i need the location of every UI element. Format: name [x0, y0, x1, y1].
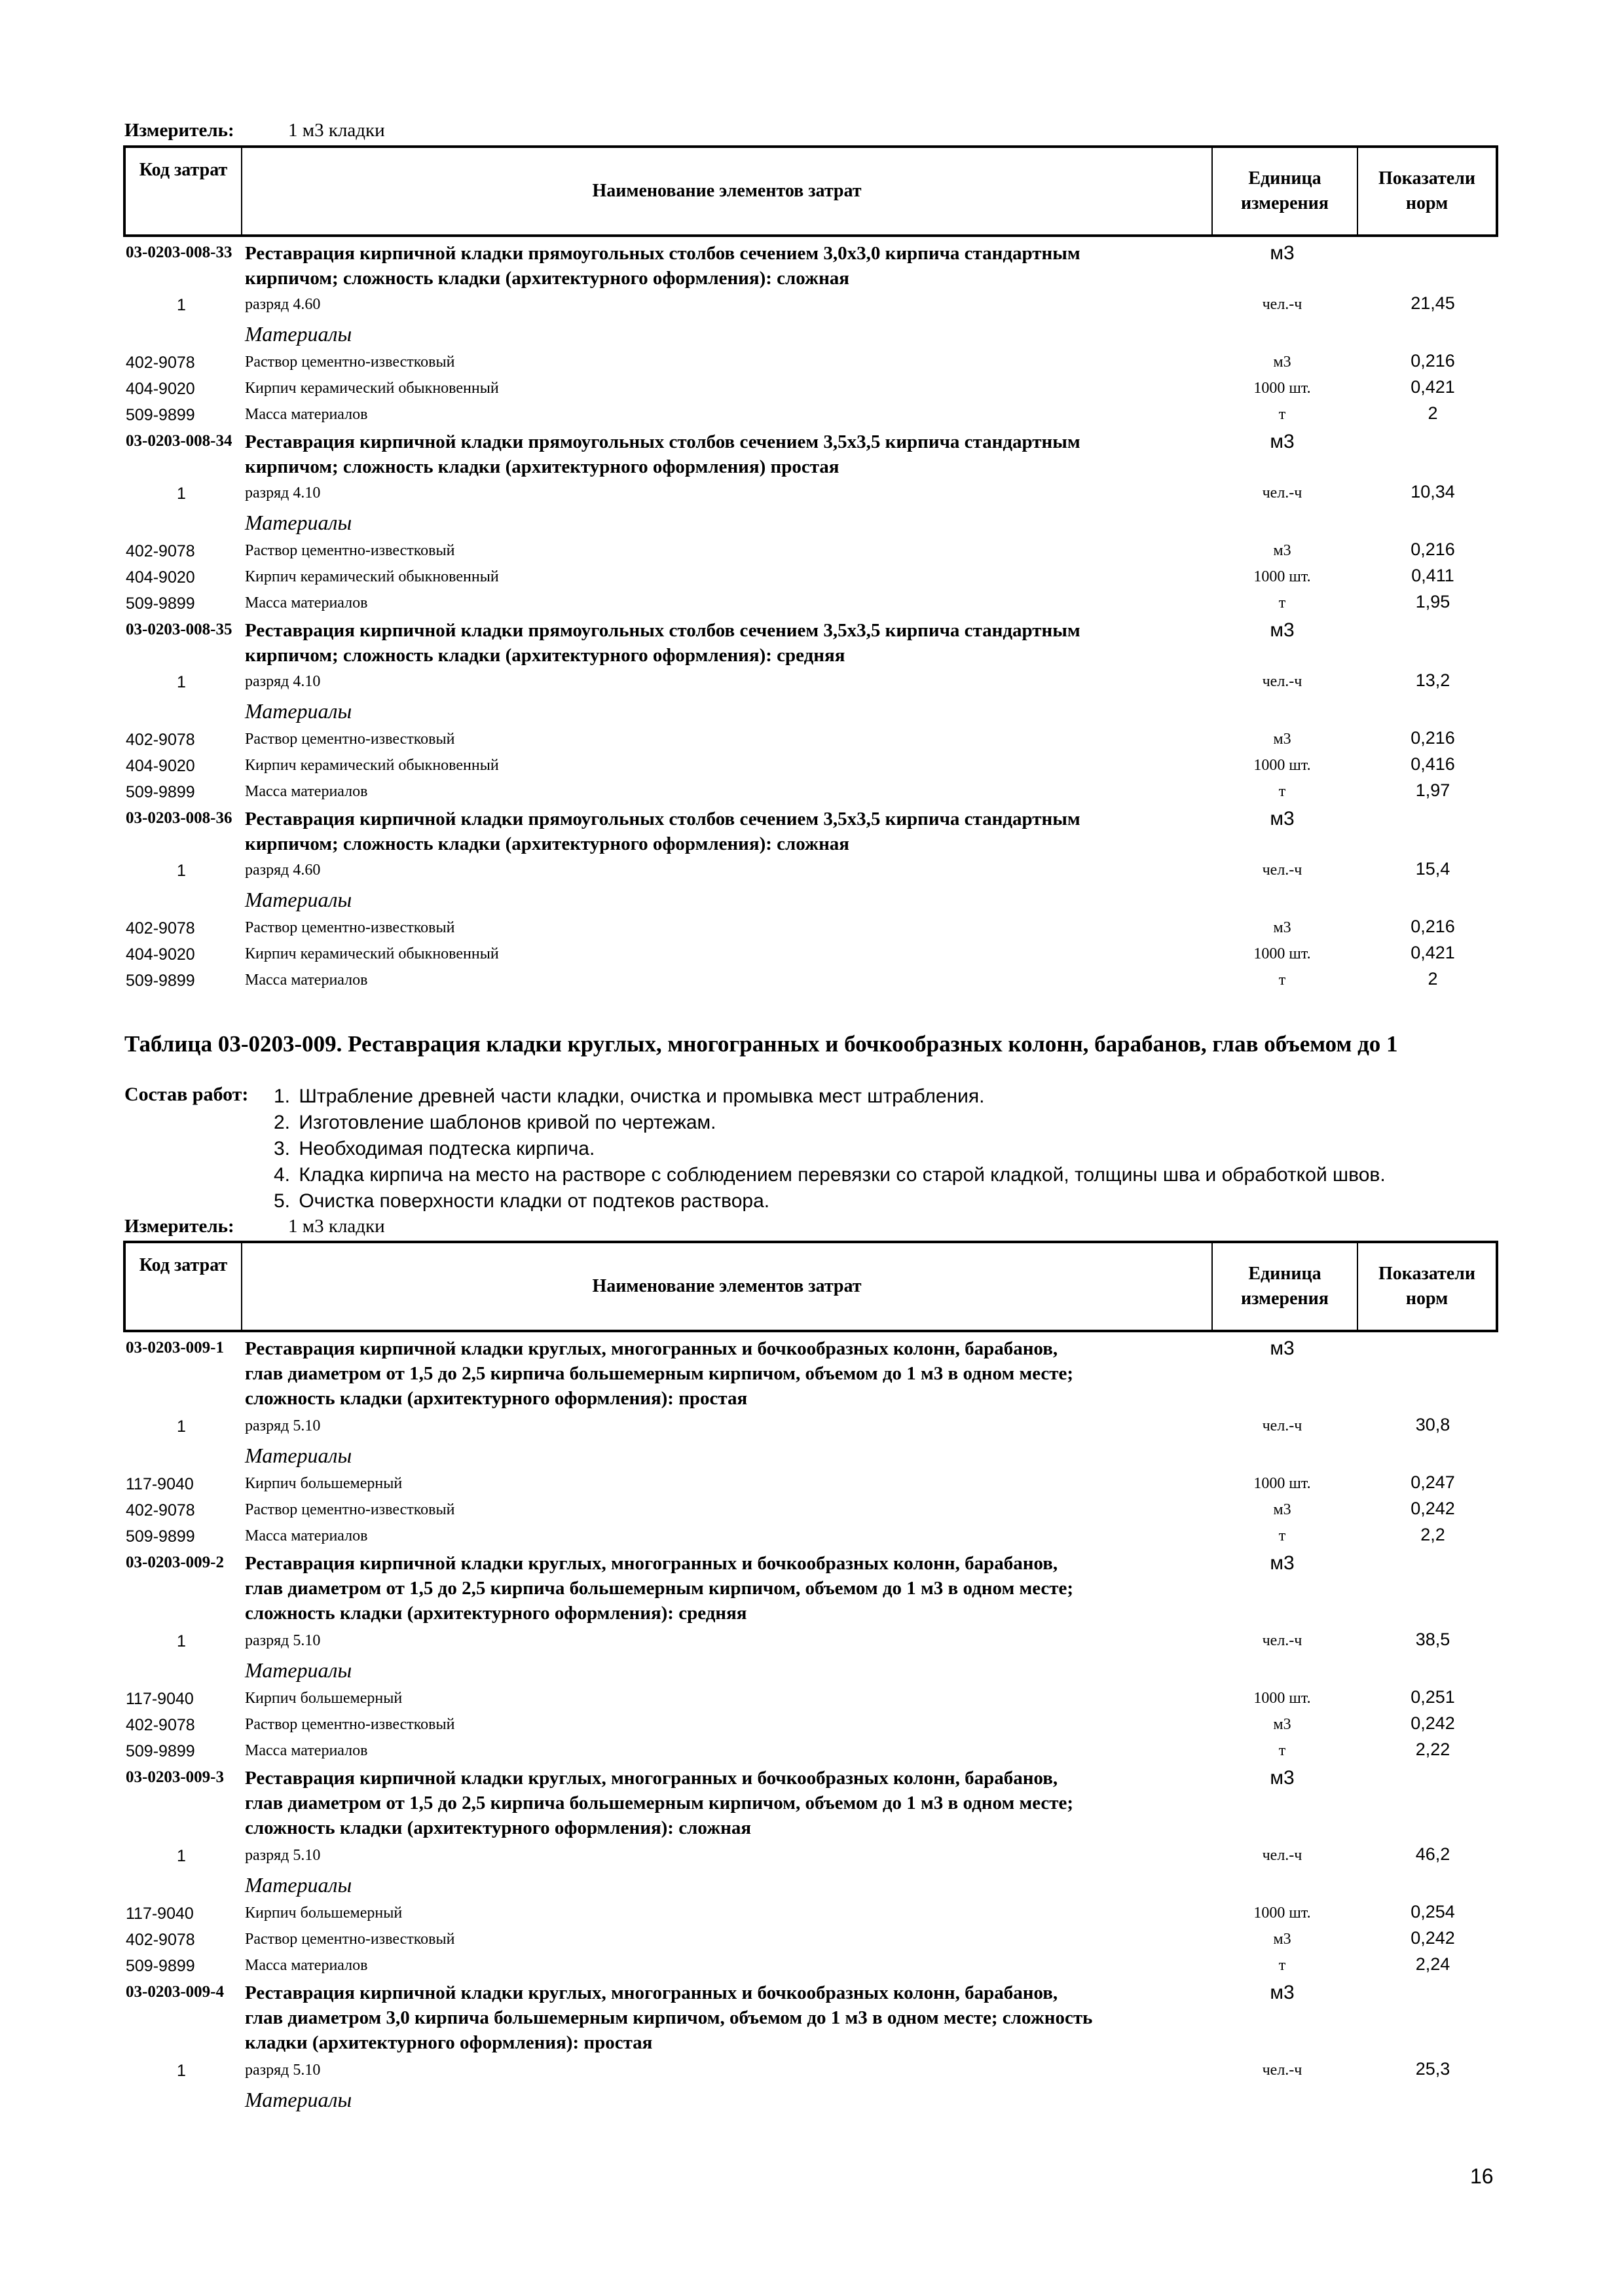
row-code: 404-9020: [126, 945, 195, 964]
meter-label: Измеритель:: [124, 1216, 234, 1237]
row-code: 117-9040: [126, 1690, 194, 1708]
row-name-line: Реставрация кирпичной кладки прямоугольных столбов сечением 3,5х3,5 кирпича стандартным: [245, 620, 1080, 641]
row-unit: м3: [1273, 1501, 1291, 1518]
row-value: 2,22: [1415, 1740, 1450, 1759]
row-value: 0,216: [1411, 917, 1455, 936]
row-name-line: Реставрация кирпичной кладки круглых, многогранных и бочкообразных колонн, барабанов,: [245, 1338, 1058, 1359]
works-list: [274, 1084, 1386, 1214]
row-unit: чел.-ч: [1262, 1632, 1302, 1649]
row-code: 03-0203-009-1: [126, 1339, 224, 1357]
row-name-line: Реставрация кирпичной кладки круглых, многогранных и бочкообразных колонн, барабанов,: [245, 1982, 1058, 2003]
row-unit: т: [1278, 972, 1286, 989]
row-value: 0,416: [1411, 754, 1455, 774]
row-name: [245, 1980, 1319, 2055]
row-name: Раствор цементно-известковый: [245, 731, 455, 748]
row-name: Кирпич керамический обыкновенный: [245, 380, 499, 397]
row-name-line: кладки (архитектурного оформления): простая: [245, 2032, 653, 2053]
row-unit: м3: [1273, 354, 1291, 371]
header-unit: Единица измерения: [1213, 148, 1358, 234]
row-value: 0,421: [1411, 377, 1455, 397]
row-unit: м3: [1270, 1767, 1295, 1789]
row-name: [245, 1551, 1319, 1626]
row-unit: т: [1278, 594, 1286, 611]
works-item: [274, 1110, 1386, 1136]
materials-heading: Материалы: [245, 1444, 352, 1467]
row-code: 03-0203-008-36: [126, 809, 232, 827]
row-name: Раствор цементно-известковый: [245, 542, 455, 559]
row-value: 30,8: [1415, 1415, 1450, 1434]
row-name: Раствор цементно-известковый: [245, 1501, 455, 1518]
row-code: 03-0203-009-4: [126, 1983, 224, 2001]
row-unit: чел.-ч: [1262, 862, 1302, 879]
row-value: 0,251: [1411, 1687, 1455, 1707]
row-unit: 1000 шт.: [1253, 1690, 1311, 1707]
row-name-line: глав диаметром от 1,5 до 2,5 кирпича большемерным кирпичом, объемом до 1 м3 в одном месте;: [245, 1578, 1074, 1599]
row-code: 1: [177, 1632, 186, 1650]
meter-value: 1 м3 кладки: [288, 120, 385, 141]
row-code: 509-9899: [126, 1742, 195, 1760]
row-unit: м3: [1273, 919, 1291, 936]
row-code: 1: [177, 1417, 186, 1436]
meter-line: [124, 120, 385, 141]
row-code: 03-0203-008-35: [126, 621, 232, 638]
row-name-line: кирпичом; сложность кладки (архитектурного оформления): сложная: [245, 268, 849, 289]
row-value: 0,247: [1411, 1472, 1455, 1492]
row-unit: т: [1278, 1527, 1286, 1544]
row-name: разряд 5.10: [245, 2062, 321, 2079]
works-item-number: 3.: [274, 1138, 291, 1159]
materials-heading: Материалы: [245, 1658, 352, 1682]
row-name: Кирпич большемерный: [245, 1690, 403, 1707]
row-value: 1,95: [1415, 592, 1450, 611]
row-code: 509-9899: [126, 972, 195, 990]
row-code: 03-0203-008-33: [126, 244, 232, 261]
row-name: Масса материалов: [245, 972, 368, 989]
row-unit: чел.-ч: [1262, 1847, 1302, 1864]
row-value: 0,254: [1411, 1902, 1455, 1922]
materials-heading: Материалы: [245, 1873, 352, 1897]
row-name: Кирпич керамический обыкновенный: [245, 757, 499, 774]
row-code: 03-0203-009-2: [126, 1554, 224, 1571]
header-norm: Показатели норм: [1378, 1264, 1476, 1309]
row-value: 1,97: [1415, 780, 1450, 800]
header-code: Код затрат: [126, 148, 242, 234]
meter-value: 1 м3 кладки: [288, 1216, 385, 1237]
row-name: Кирпич большемерный: [245, 1904, 403, 1922]
row-value: 0,242: [1411, 1928, 1455, 1948]
works-item: [274, 1188, 1386, 1214]
row-name: Раствор цементно-известковый: [245, 1716, 455, 1733]
row-code: 1: [177, 2062, 186, 2080]
works-label: Состав работ:: [124, 1084, 249, 1105]
row-name: [245, 807, 1319, 856]
row-code: 402-9078: [126, 354, 195, 372]
row-name-line: кирпичом; сложность кладки (архитектурного оформления): сложная: [245, 833, 849, 854]
row-name: [245, 241, 1319, 291]
header-name: Наименование элементов затрат: [242, 148, 1213, 234]
header-norm: Показатели норм: [1378, 168, 1476, 213]
row-name: Раствор цементно-известковый: [245, 354, 455, 371]
works-item: [274, 1162, 1386, 1188]
row-unit: м3: [1270, 431, 1295, 452]
row-code: 509-9899: [126, 1957, 195, 1975]
works-item-number: 1.: [274, 1085, 291, 1107]
row-code: 402-9078: [126, 1716, 195, 1734]
row-code: 404-9020: [126, 380, 195, 398]
row-name-line: сложность кладки (архитектурного оформления): средняя: [245, 1603, 747, 1624]
row-name: Масса материалов: [245, 1742, 368, 1759]
row-name: Кирпич керамический обыкновенный: [245, 945, 499, 962]
row-code: 03-0203-008-34: [126, 432, 232, 450]
row-unit: м3: [1270, 1552, 1295, 1574]
row-name: разряд 4.60: [245, 296, 321, 313]
materials-heading: Материалы: [245, 322, 352, 346]
row-code: 404-9020: [126, 757, 195, 775]
header-unit: Единица измерения: [1213, 1243, 1358, 1330]
row-name: Масса материалов: [245, 1527, 368, 1544]
works-item: [274, 1084, 1386, 1110]
row-name: Кирпич керамический обыкновенный: [245, 568, 499, 585]
row-value: 0,242: [1411, 1713, 1455, 1733]
row-value: 0,411: [1411, 566, 1454, 585]
row-code: 1: [177, 862, 186, 880]
row-name: Раствор цементно-известковый: [245, 1931, 455, 1948]
row-name-line: глав диаметром 3,0 кирпича большемерным кирпичом, объемом до 1 м3 в одном месте; сложность: [245, 2007, 1093, 2028]
row-name-line: сложность кладки (архитектурного оформления): простая: [245, 1388, 748, 1409]
row-name-line: Реставрация кирпичной кладки прямоугольных столбов сечением 3,0х3,0 кирпича стандартным: [245, 243, 1080, 264]
row-code: 117-9040: [126, 1904, 194, 1923]
page-number: 16: [1470, 2164, 1494, 2188]
row-unit: 1000 шт.: [1253, 945, 1311, 962]
row-unit: чел.-ч: [1262, 1417, 1302, 1434]
row-code: 1: [177, 1847, 186, 1865]
row-name-line: Реставрация кирпичной кладки прямоугольных столбов сечением 3,5х3,5 кирпича стандартным: [245, 809, 1080, 829]
row-code: 509-9899: [126, 783, 195, 801]
row-code: 1: [177, 484, 186, 503]
row-name-line: Реставрация кирпичной кладки круглых, многогранных и бочкообразных колонн, барабанов,: [245, 1553, 1058, 1574]
row-name: разряд 4.60: [245, 862, 321, 879]
row-value: 46,2: [1415, 1844, 1450, 1864]
row-unit: чел.-ч: [1262, 2062, 1302, 2079]
row-unit: чел.-ч: [1262, 673, 1302, 690]
row-unit: м3: [1273, 542, 1291, 559]
row-name: [245, 429, 1319, 479]
row-unit: м3: [1270, 1982, 1295, 2003]
row-value: 21,45: [1411, 293, 1455, 313]
row-code: 402-9078: [126, 1931, 195, 1949]
row-unit: м3: [1270, 619, 1295, 641]
row-code: 1: [177, 296, 186, 314]
table-title: Таблица 03-0203-009. Реставрация кладки круглых, многогранных и бочкообразных колонн, барабанов, глав объемом до 1: [124, 1031, 1398, 1057]
row-value: 0,216: [1411, 539, 1455, 559]
row-value: 38,5: [1415, 1630, 1450, 1649]
row-code: 03-0203-009-3: [126, 1768, 224, 1786]
row-name: [245, 1766, 1319, 1840]
row-name: [245, 618, 1319, 668]
row-name: Раствор цементно-известковый: [245, 919, 455, 936]
row-name: [245, 1336, 1319, 1411]
row-name-line: глав диаметром от 1,5 до 2,5 кирпича большемерным кирпичом, объемом до 1 м3 в одном месте;: [245, 1793, 1074, 1813]
materials-heading: Материалы: [245, 2088, 352, 2111]
row-code: 509-9899: [126, 594, 195, 613]
row-code: 404-9020: [126, 568, 195, 587]
works-item-number: 4.: [274, 1164, 291, 1186]
row-code: 402-9078: [126, 731, 195, 749]
row-unit: 1000 шт.: [1253, 757, 1311, 774]
works-item-text: Штрабление древней части кладки, очистка и промывка мест штрабления.: [299, 1085, 985, 1107]
row-unit: 1000 шт.: [1253, 1475, 1311, 1492]
row-unit: 1000 шт.: [1253, 380, 1311, 397]
works-item-text: Изготовление шаблонов кривой по чертежам.: [299, 1112, 716, 1133]
row-unit: м3: [1273, 1716, 1291, 1733]
row-name: Масса материалов: [245, 594, 368, 611]
row-value: 0,242: [1411, 1499, 1455, 1518]
row-unit: т: [1278, 406, 1286, 423]
row-value: 15,4: [1415, 859, 1450, 879]
row-code: 509-9899: [126, 1527, 195, 1546]
works-item-text: Очистка поверхности кладки от подтеков раствора.: [299, 1190, 770, 1212]
row-value: 0,216: [1411, 728, 1455, 748]
row-name: разряд 5.10: [245, 1417, 321, 1434]
meter-line-2: [124, 1216, 385, 1237]
materials-heading: Материалы: [245, 888, 352, 911]
row-unit: чел.-ч: [1262, 484, 1302, 501]
row-value: 0,216: [1411, 351, 1455, 371]
table-header-2: [123, 1241, 1498, 1332]
works-item-text: Кладка кирпича на место на растворе с соблюдением перевязки со старой кладкой, толщины шва и обработкой швов.: [299, 1164, 1386, 1186]
row-name: разряд 4.10: [245, 484, 321, 501]
row-value: 25,3: [1415, 2059, 1450, 2079]
row-name: Масса материалов: [245, 406, 368, 423]
row-code: 402-9078: [126, 1501, 195, 1520]
row-name: разряд 5.10: [245, 1847, 321, 1864]
row-name-line: кирпичом; сложность кладки (архитектурного оформления): средняя: [245, 645, 845, 666]
row-unit: м3: [1273, 731, 1291, 748]
row-unit: м3: [1270, 1338, 1295, 1359]
row-value: 2,2: [1420, 1525, 1445, 1544]
row-name: Масса материалов: [245, 1957, 368, 1974]
row-unit: м3: [1273, 1931, 1291, 1948]
row-unit: м3: [1270, 808, 1295, 829]
row-name-line: Реставрация кирпичной кладки прямоугольных столбов сечением 3,5х3,5 кирпича стандартным: [245, 431, 1080, 452]
header-name: Наименование элементов затрат: [242, 1243, 1213, 1330]
row-name: Масса материалов: [245, 783, 368, 800]
row-code: 509-9899: [126, 406, 195, 424]
row-unit: т: [1278, 783, 1286, 800]
row-name-line: сложность кладки (архитектурного оформления): сложная: [245, 1817, 752, 1838]
row-value: 10,34: [1411, 482, 1455, 501]
row-name-line: кирпичом; сложность кладки (архитектурного оформления) простая: [245, 456, 840, 477]
row-name-line: глав диаметром от 1,5 до 2,5 кирпича большемерным кирпичом, объемом до 1 м3 в одном месте;: [245, 1363, 1074, 1384]
materials-heading: Материалы: [245, 511, 352, 534]
meter-label: Измеритель:: [124, 120, 234, 141]
row-value: 0,421: [1411, 943, 1455, 962]
row-value: 2: [1428, 969, 1438, 989]
works-item: [274, 1136, 1386, 1162]
row-code: 402-9078: [126, 919, 195, 938]
row-unit: м3: [1270, 242, 1295, 264]
row-unit: чел.-ч: [1262, 296, 1302, 313]
row-unit: т: [1278, 1742, 1286, 1759]
materials-heading: Материалы: [245, 699, 352, 723]
header-code: Код затрат: [126, 1243, 242, 1330]
works-item-number: 2.: [274, 1112, 291, 1133]
row-name: разряд 4.10: [245, 673, 321, 690]
row-value: 2: [1428, 403, 1438, 423]
row-name: Кирпич большемерный: [245, 1475, 403, 1492]
row-unit: т: [1278, 1957, 1286, 1974]
row-unit: 1000 шт.: [1253, 1904, 1311, 1922]
row-name: разряд 5.10: [245, 1632, 321, 1649]
row-unit: 1000 шт.: [1253, 568, 1311, 585]
row-code: 402-9078: [126, 542, 195, 560]
row-value: 13,2: [1415, 670, 1450, 690]
row-name-line: Реставрация кирпичной кладки круглых, многогранных и бочкообразных колонн, барабанов,: [245, 1768, 1058, 1789]
row-code: 117-9040: [126, 1475, 194, 1493]
row-value: 2,24: [1415, 1954, 1450, 1974]
works-item-number: 5.: [274, 1190, 291, 1212]
works-item-text: Необходимая подтеска кирпича.: [299, 1138, 595, 1159]
row-code: 1: [177, 673, 186, 691]
table-header: [123, 145, 1498, 237]
